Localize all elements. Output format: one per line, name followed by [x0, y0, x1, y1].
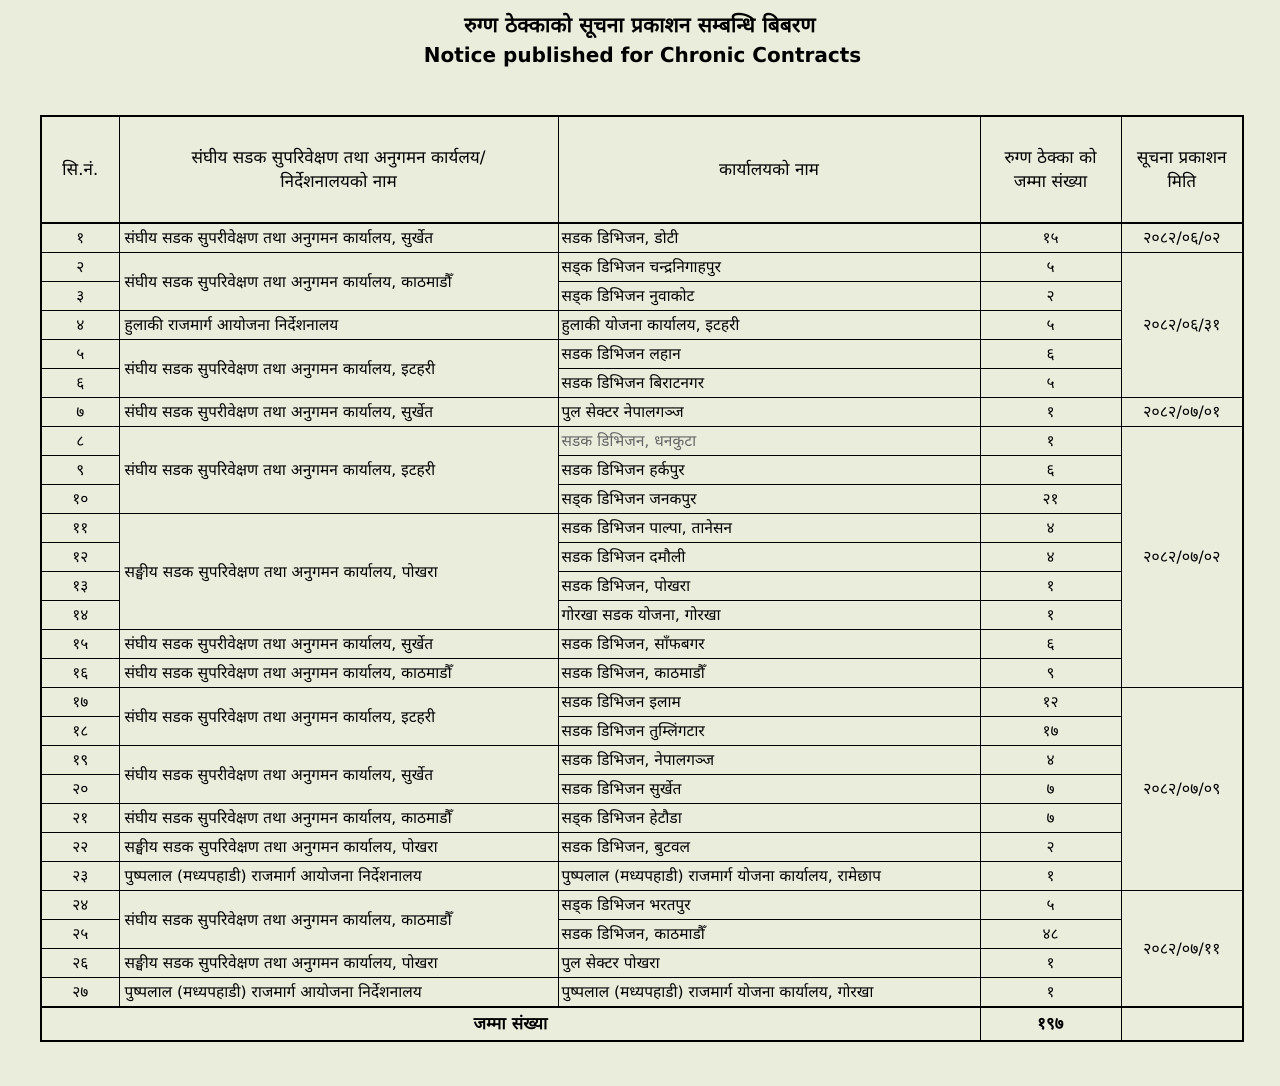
row-office: गोरखा सडक योजना, गोरखा [558, 601, 980, 630]
row-count: १ [980, 949, 1121, 978]
row-date: २०८२/०७/११ [1121, 891, 1243, 1008]
row-sn: १८ [41, 717, 119, 746]
row-office: पुष्पलाल (मध्यपहाडी) राजमार्ग योजना कार्यालय, गोरखा [558, 978, 980, 1008]
row-office: सडक डिभिजन, काठमाडौँ [558, 920, 980, 949]
table-row [41, 253, 1243, 282]
row-sn: २४ [41, 891, 119, 920]
row-sn: १३ [41, 572, 119, 601]
row-sn: १९ [41, 746, 119, 775]
header-directorate: संघीय सडक सुपरिवेक्षण तथा अनुगमन कार्यलय/निर्देशनालयको नाम [119, 116, 558, 223]
row-office: सडक डिभिजन सुर्खेत [558, 775, 980, 804]
row-office: सडक डिभिजन, डोटी [558, 223, 980, 253]
row-office: सडक डिभिजन इलाम [558, 688, 980, 717]
row-office: सडक डिभिजन, नेपालगञ्ज [558, 746, 980, 775]
total-value: १९७ [980, 1007, 1121, 1041]
row-office: सडक डिभिजन दमौली [558, 543, 980, 572]
row-count: ७ [980, 775, 1121, 804]
row-count: १ [980, 572, 1121, 601]
row-sn: १२ [41, 543, 119, 572]
row-office: पुल सेक्टर पोखरा [558, 949, 980, 978]
row-sn: २ [41, 253, 119, 282]
row-sn: १६ [41, 659, 119, 688]
table-row [41, 949, 1243, 978]
row-office: पुष्पलाल (मध्यपहाडी) राजमार्ग योजना कार्यालय, रामेछाप [558, 862, 980, 891]
total-row [41, 1007, 1243, 1041]
row-sn: ८ [41, 427, 119, 456]
table-row [41, 891, 1243, 920]
table-row [41, 311, 1243, 340]
row-sn: १५ [41, 630, 119, 659]
row-sn: १४ [41, 601, 119, 630]
row-directorate: संघीय सडक सुपरीवेक्षण तथा अनुगमन कार्यालय, सुर्खेत [119, 398, 558, 427]
row-count: ६ [980, 456, 1121, 485]
row-count: ५ [980, 253, 1121, 282]
row-sn: ९ [41, 456, 119, 485]
row-count: ७ [980, 804, 1121, 833]
row-sn: १ [41, 223, 119, 253]
table-row [41, 398, 1243, 427]
row-office: सडक डिभिजन पाल्पा, तानेसन [558, 514, 980, 543]
row-count: ४ [980, 514, 1121, 543]
table-header-row [41, 116, 1243, 223]
header-office: कार्यालयको नाम [558, 116, 980, 223]
row-directorate: संघीय सडक सुपरीवेक्षण तथा अनुगमन कार्यालय, सुर्खेत [119, 746, 558, 804]
row-office: सडक डिभिजन, काठमाडौँ [558, 659, 980, 688]
row-date: २०८२/०७/०९ [1121, 688, 1243, 891]
row-directorate: संघीय सडक सुपरिवेक्षण तथा अनुगमन कार्यालय, इटहरी [119, 340, 558, 398]
table-row [41, 862, 1243, 891]
table-row [41, 659, 1243, 688]
row-office: सडक डिभिजन लहान [558, 340, 980, 369]
row-office: सडक डिभिजन, पोखरा [558, 572, 980, 601]
row-count: १ [980, 427, 1121, 456]
row-directorate: संघीय सडक सुपरीवेक्षण तथा अनुगमन कार्यालय, सुर्खेत [119, 223, 558, 253]
header-sn: सि.नं. [41, 116, 119, 223]
row-sn: २६ [41, 949, 119, 978]
row-sn: ३ [41, 282, 119, 311]
row-count: ५ [980, 369, 1121, 398]
row-directorate: संघीय सडक सुपरिवेक्षण तथा अनुगमन कार्यालय, इटहरी [119, 427, 558, 514]
row-directorate: संघीय सडक सुपरिवेक्षण तथा अनुगमन कार्यालय, इटहरी [119, 688, 558, 746]
row-sn: ५ [41, 340, 119, 369]
row-sn: १७ [41, 688, 119, 717]
row-count: १२ [980, 688, 1121, 717]
row-count: १ [980, 862, 1121, 891]
row-directorate: सङ्घीय सडक सुपरिवेक्षण तथा अनुगमन कार्यालय, पोखरा [119, 514, 558, 630]
row-directorate: पुष्पलाल (मध्यपहाडी) राजमार्ग आयोजना निर्देशनालय [119, 978, 558, 1008]
table-row [41, 978, 1243, 1008]
row-count: ९ [980, 659, 1121, 688]
row-office: सडक डिभिजन, साँफबगर [558, 630, 980, 659]
total-label: जम्मा संख्या [41, 1007, 980, 1041]
table-row [41, 223, 1243, 253]
row-directorate: संघीय सडक सुपरीवेक्षण तथा अनुगमन कार्यालय, सुर्खेत [119, 630, 558, 659]
row-sn: ६ [41, 369, 119, 398]
row-office: सड्क डिभिजन नुवाकोट [558, 282, 980, 311]
row-office: सडक डिभिजन बिराटनगर [558, 369, 980, 398]
row-count: २ [980, 833, 1121, 862]
table-row [41, 514, 1243, 543]
table-row [41, 833, 1243, 862]
table-row [41, 427, 1243, 456]
row-count: ६ [980, 630, 1121, 659]
row-office: सडक डिभिजन तुम्लिंगटार [558, 717, 980, 746]
row-sn: ११ [41, 514, 119, 543]
row-directorate: संघीय सडक सुपरिवेक्षण तथा अनुगमन कार्यालय, काठमाडौँ [119, 804, 558, 833]
row-directorate: संघीय सडक सुपरिवेक्षण तथा अनुगमन कार्यालय, काठमाडौँ [119, 253, 558, 311]
row-count: ५ [980, 891, 1121, 920]
row-sn: २० [41, 775, 119, 804]
table-row [41, 804, 1243, 833]
row-count: ४८ [980, 920, 1121, 949]
row-date: २०८२/०७/०१ [1121, 398, 1243, 427]
row-office: सडक डिभिजन, धनकुटा [558, 427, 980, 456]
row-sn: ४ [41, 311, 119, 340]
row-count: ४ [980, 543, 1121, 572]
row-directorate: पुष्पलाल (मध्यपहाडी) राजमार्ग आयोजना निर्देशनालय [119, 862, 558, 891]
row-office: सड्क डिभिजन हेटौडा [558, 804, 980, 833]
row-sn: २१ [41, 804, 119, 833]
row-sn: १० [41, 485, 119, 514]
row-office: सडक डिभिजन, बुटवल [558, 833, 980, 862]
row-date: २०८२/०७/०२ [1121, 427, 1243, 688]
row-date: २०८२/०६/३१ [1121, 253, 1243, 398]
row-directorate: संघीय सडक सुपरिवेक्षण तथा अनुगमन कार्यालय, काठमाडौँ [119, 659, 558, 688]
page-title-nepali: रुग्ण ठेक्काको सूचना प्रकाशन सम्बन्धि बिबरण [464, 13, 816, 37]
table-row [41, 746, 1243, 775]
row-sn: ७ [41, 398, 119, 427]
row-count: ६ [980, 340, 1121, 369]
row-sn: २७ [41, 978, 119, 1008]
row-count: १ [980, 978, 1121, 1008]
row-sn: २२ [41, 833, 119, 862]
header-count: रुग्ण ठेक्का को जम्मा संख्या [980, 116, 1121, 223]
row-sn: २३ [41, 862, 119, 891]
row-directorate: संघीय सडक सुपरिवेक्षण तथा अनुगमन कार्यालय, काठमाडौँ [119, 891, 558, 949]
row-count: २ [980, 282, 1121, 311]
row-office: हुलाकी योजना कार्यालय, इटहरी [558, 311, 980, 340]
row-count: १५ [980, 223, 1121, 253]
row-count: ४ [980, 746, 1121, 775]
row-directorate: हुलाकी राजमार्ग आयोजना निर्देशनालय [119, 311, 558, 340]
row-count: ५ [980, 311, 1121, 340]
total-empty-cell [1121, 1007, 1243, 1041]
page-title-english: Notice published for Chronic Contracts [423, 43, 862, 67]
row-office: पुल सेक्टर नेपालगञ्ज [558, 398, 980, 427]
row-directorate: सङ्घीय सडक सुपरिवेक्षण तथा अनुगमन कार्यालय, पोखरा [119, 949, 558, 978]
table-row [41, 630, 1243, 659]
row-directorate: सङ्घीय सडक सुपरिवेक्षण तथा अनुगमन कार्यालय, पोखरा [119, 833, 558, 862]
row-office: सड्क डिभिजन भरतपुर [558, 891, 980, 920]
row-count: १ [980, 398, 1121, 427]
row-count: १७ [980, 717, 1121, 746]
table-row [41, 340, 1243, 369]
row-office: सडक डिभिजन हर्कपुर [558, 456, 980, 485]
table-row [41, 688, 1243, 717]
header-date: सूचना प्रकाशन मिति [1121, 116, 1243, 223]
row-count: १ [980, 601, 1121, 630]
row-sn: २५ [41, 920, 119, 949]
row-office: सड्क डिभिजन जनकपुर [558, 485, 980, 514]
row-count: २१ [980, 485, 1121, 514]
row-date: २०८२/०६/०२ [1121, 223, 1243, 253]
contracts-table [40, 115, 1244, 1042]
row-office: सड्क डिभिजन चन्द्रनिगाहपुर [558, 253, 980, 282]
